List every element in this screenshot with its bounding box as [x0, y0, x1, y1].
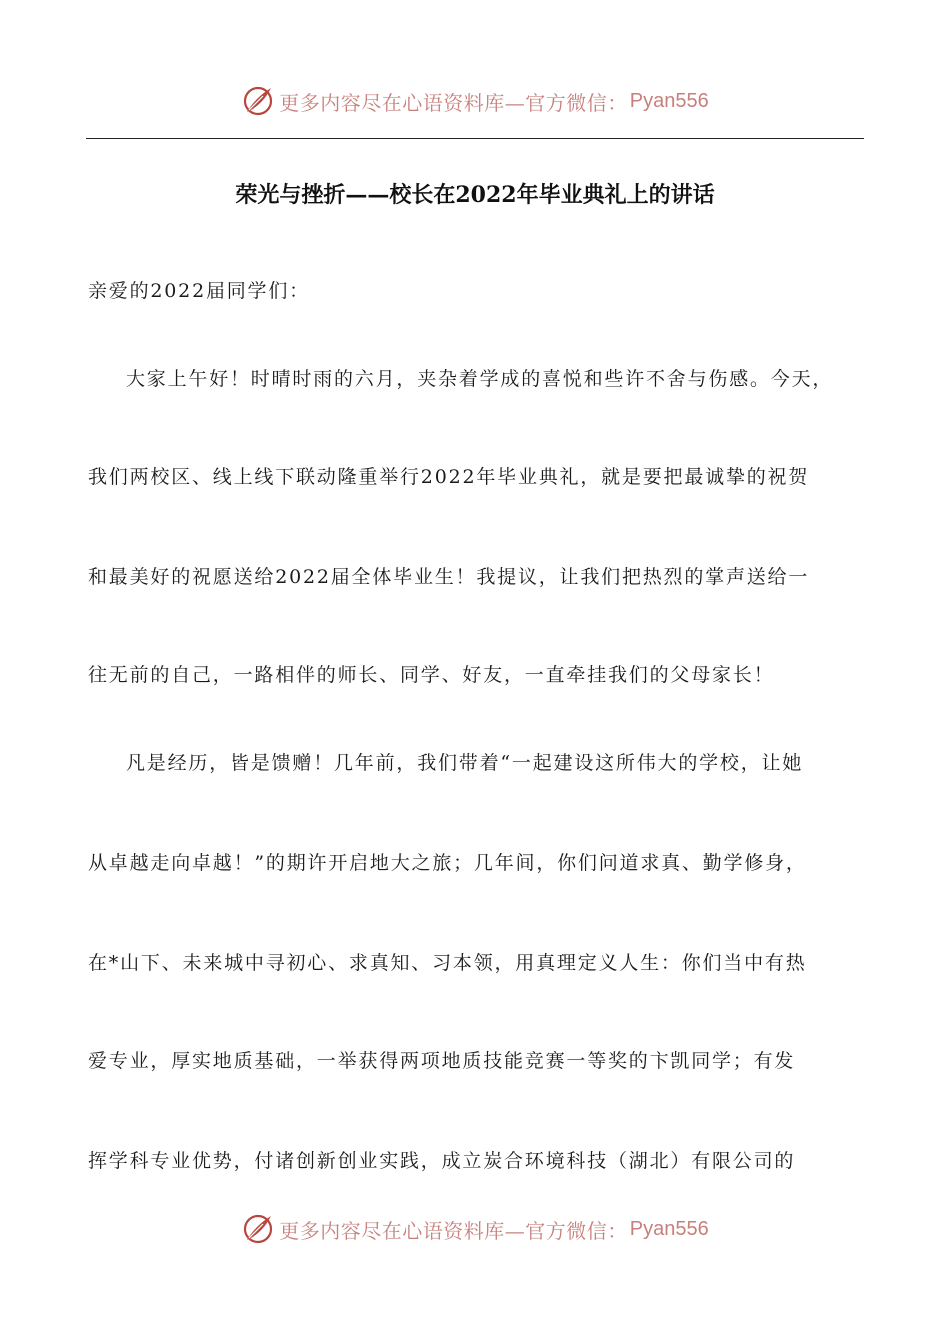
- paragraph-line: 我们两校区、线上线下联动隆重举行2022年毕业典礼，就是要把最诚挚的祝贺: [88, 466, 810, 488]
- quill-logo-icon: [241, 1212, 275, 1246]
- document-title: 荣光与挫折——校长在2022年毕业典礼上的讲话: [235, 182, 715, 208]
- salutation: 亲爱的2022届同学们：: [88, 280, 310, 302]
- paragraph-line: 爱专业，厚实地质基础，一举获得两项地质技能竞赛一等奖的卞凯同学；有发: [88, 1050, 796, 1072]
- banner-text: 更多内容尽在心语资料库—官方微信：: [279, 1218, 628, 1243]
- paragraph-line: 大家上午好！时晴时雨的六月，夹杂着学成的喜悦和些许不舍与伤感。今天，: [126, 368, 834, 390]
- footer-banner: [0, 1212, 950, 1246]
- quill-logo-icon: [241, 84, 275, 118]
- paragraph-line: 和最美好的祝愿送给2022届全体毕业生！我提议，让我们把热烈的掌声送给一: [88, 566, 810, 588]
- banner-wechat-id: Pyan556: [629, 1217, 709, 1240]
- header-banner: [0, 84, 950, 118]
- paragraph-line: 在*山下、未来城中寻初心、求真知、习本领，用真理定义人生：你们当中有热: [88, 952, 807, 974]
- paragraph-line: 从卓越走向卓越！”的期许开启地大之旅；几年间，你们问道求真、勤学修身，: [88, 852, 807, 874]
- paragraph-line: 往无前的自己，一路相伴的师长、同学、好友，一直牵挂我们的父母家长！: [88, 664, 775, 686]
- paragraph-line: 挥学科专业优势，付诸创新创业实践，成立炭合环境科技（湖北）有限公司的: [88, 1150, 796, 1172]
- paragraph-line: 凡是经历，皆是馈赠！几年前，我们带着“一起建设这所伟大的学校，让她: [126, 752, 804, 774]
- banner-text: 更多内容尽在心语资料库—官方微信：: [279, 90, 628, 115]
- header-divider: [86, 138, 864, 139]
- banner-wechat-id: Pyan556: [629, 89, 709, 112]
